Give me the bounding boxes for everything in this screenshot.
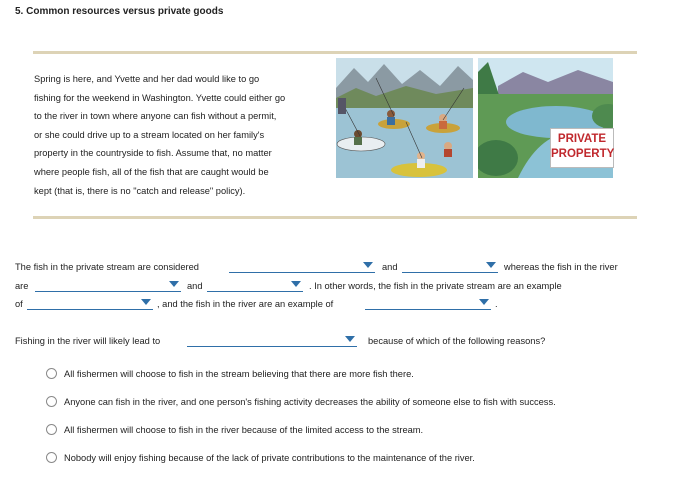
reason-option[interactable] — [46, 424, 423, 435]
reason-option[interactable] — [46, 452, 475, 463]
dropdown-stream-good-type[interactable] — [27, 297, 153, 310]
passage-line: or she could drive up to a stream located on her family's — [34, 129, 265, 140]
fill-text: . In other words, the fish in the private stream are an example — [309, 281, 562, 291]
dropdown-river-property-1[interactable] — [35, 279, 181, 292]
fill-text: are — [15, 281, 29, 291]
chevron-down-icon — [345, 336, 355, 342]
sign-line: PRIVATE — [557, 133, 607, 145]
private-property-sign — [550, 128, 614, 168]
passage-line: Spring is here, and Yvette and her dad would like to go — [34, 74, 260, 84]
question-title: 5. Common resources versus private goods — [15, 6, 224, 17]
fill-text: The fish in the private stream are considered — [15, 262, 199, 272]
public-river-illustration — [336, 58, 473, 178]
fill-text: of — [15, 299, 23, 309]
reason-option[interactable] — [46, 396, 556, 407]
fill-text: and — [187, 281, 203, 291]
bottom-divider — [33, 216, 637, 219]
sign-line: PROPERTY — [551, 148, 615, 160]
chevron-down-icon — [363, 262, 373, 268]
fill-text: because of which of the following reasons? — [368, 336, 546, 346]
option-label: Anyone can fish in the river, and one person's fishing activity decreases the ability of someone else to fish with success. — [64, 396, 556, 407]
passage-line: to the river in town where anyone can fish without a permit, — [34, 111, 277, 122]
reason-option[interactable] — [46, 368, 414, 379]
chevron-down-icon — [169, 281, 179, 287]
passage-line: fishing for the weekend in Washington. Yvette could either go — [34, 92, 286, 103]
top-divider — [33, 51, 637, 54]
passage-line: where people fish, all of the fish that are caught would be — [34, 166, 269, 177]
chevron-down-icon — [479, 299, 489, 305]
option-label: All fishermen will choose to fish in the stream believing that there are more fish there. — [64, 368, 414, 379]
dropdown-river-property-2[interactable] — [207, 279, 303, 292]
dropdown-stream-property-1[interactable] — [229, 260, 375, 273]
radio-button[interactable] — [46, 368, 57, 379]
dropdown-river-good-type[interactable] — [365, 297, 491, 310]
fill-text: whereas the fish in the river — [504, 262, 618, 272]
radio-button[interactable] — [46, 424, 57, 435]
radio-button[interactable] — [46, 396, 57, 407]
dropdown-stream-property-2[interactable] — [402, 260, 498, 273]
dropdown-outcome[interactable] — [187, 334, 357, 347]
fill-text: and — [382, 262, 398, 272]
passage-line: kept (that is, there is no "catch and release" policy). — [34, 185, 246, 196]
chevron-down-icon — [486, 262, 496, 268]
radio-button[interactable] — [46, 452, 57, 463]
fill-text: . — [495, 299, 498, 309]
chevron-down-icon — [291, 281, 301, 287]
chevron-down-icon — [141, 299, 151, 305]
passage-line: property in the countryside to fish. Assume that, no matter — [34, 148, 272, 159]
fill-text: Fishing in the river will likely lead to — [15, 336, 161, 346]
option-label: Nobody will enjoy fishing because of the lack of private contributions to the maintenance of the river. — [64, 452, 475, 463]
scenario-passage — [34, 70, 334, 200]
fill-text: , and the fish in the river are an example of — [157, 299, 334, 309]
option-label: All fishermen will choose to fish in the river because of the limited access to the stream. — [64, 424, 424, 435]
